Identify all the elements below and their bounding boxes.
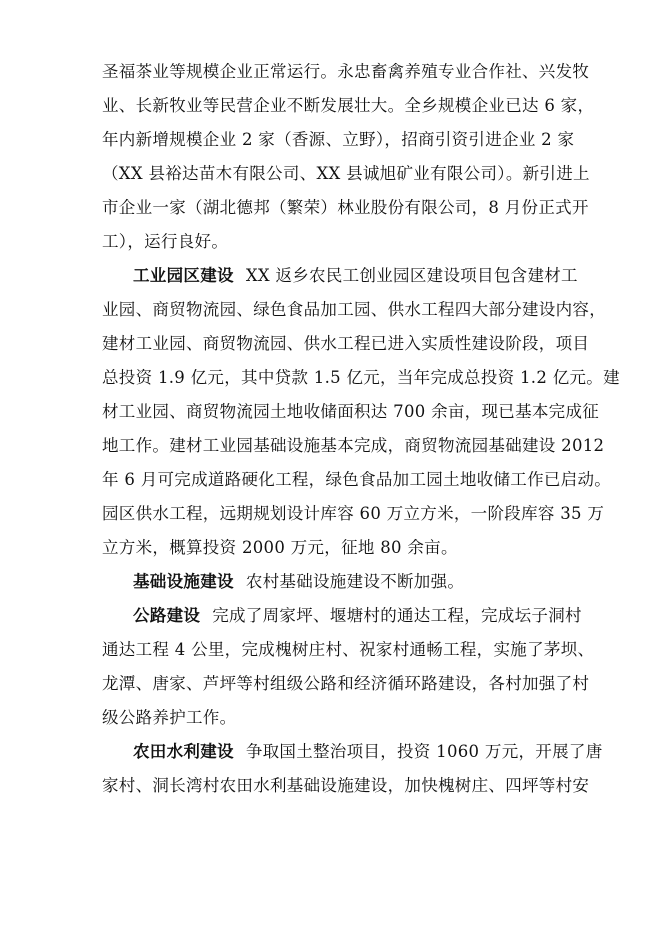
text-span: 农村基础设施建设不断加强。	[245, 572, 465, 591]
text-line: 立方米，概算投资 2000 万元，征地 80 余亩。	[102, 538, 458, 557]
paragraph-first-line	[133, 570, 563, 594]
text-line: 龙潭、唐家、芦坪等村组级公路和经济循环路建设，各村加强了村	[102, 674, 590, 693]
section-heading: 公路建设	[133, 606, 201, 625]
text-line: 年内新增规模企业 2 家（香源、立野），招商引资引进企业 2 家	[102, 130, 575, 149]
paragraph-first-line	[133, 604, 582, 628]
text-line: 建材工业园、商贸物流园、供水工程已进入实质性建设阶段，项目	[102, 334, 590, 353]
text-line: （XX 县裕达苗木有限公司、XX 县诚旭矿业有限公司）。新引进上	[102, 164, 590, 183]
paragraph-first-line	[133, 264, 578, 288]
paragraph-first-line	[133, 740, 603, 764]
text-line: 通达工程 4 公里，完成槐树庄村、祝家村通畅工程，实施了茅坝、	[102, 640, 595, 659]
text-line: 材工业园、商贸物流园土地收储面积达 700 余亩，现已基本完成征	[102, 402, 600, 421]
text-line: 总投资 1.9 亿元，其中贷款 1.5 亿元，当年完成总投资 1.2 亿元。建	[102, 368, 620, 387]
text-line: 级公路养护工作。	[102, 708, 237, 727]
section-heading: 农田水利建设	[133, 742, 234, 761]
text-line: 业、长新牧业等民营企业不断发展壮大。全乡规模企业已达 6 家，	[102, 96, 595, 115]
section-heading: 基础设施建设	[133, 572, 234, 591]
text-line: 市企业一家（湖北德邦（繁荣）林业股份有限公司，8 月份正式开	[102, 198, 589, 217]
text-line: 圣福茶业等规模企业正常运行。永忠畜禽养殖专业合作社、兴发牧	[102, 62, 590, 81]
text-line: 业园、商贸物流园、绿色食品加工园、供水工程四大部分建设内容，	[102, 300, 606, 319]
text-span: XX 返乡农民工创业园区建设项目包含建材工	[245, 266, 578, 285]
text-line: 工），运行良好。	[102, 232, 229, 251]
text-line: 家村、洞长湾村农田水利基础设施建设，加快槐树庄、四坪等村安	[102, 776, 590, 795]
text-line: 园区供水工程，远期规划设计库容 60 万立方米，一阶段库容 35 万	[102, 504, 605, 523]
section-heading: 工业园区建设	[133, 266, 234, 285]
text-line: 地工作。建材工业园基础设施基本完成，商贸物流园基础建设 2012	[102, 436, 605, 455]
text-span: 争取国土整治项目，投资 1060 万元，开展了唐	[245, 742, 603, 761]
text-line: 年 6 月可完成道路硬化工程，绿色食品加工园土地收储工作已启动。	[102, 470, 612, 489]
text-span: 完成了周家坪、堰塘村的通达工程，完成坛子洞村	[212, 606, 582, 625]
